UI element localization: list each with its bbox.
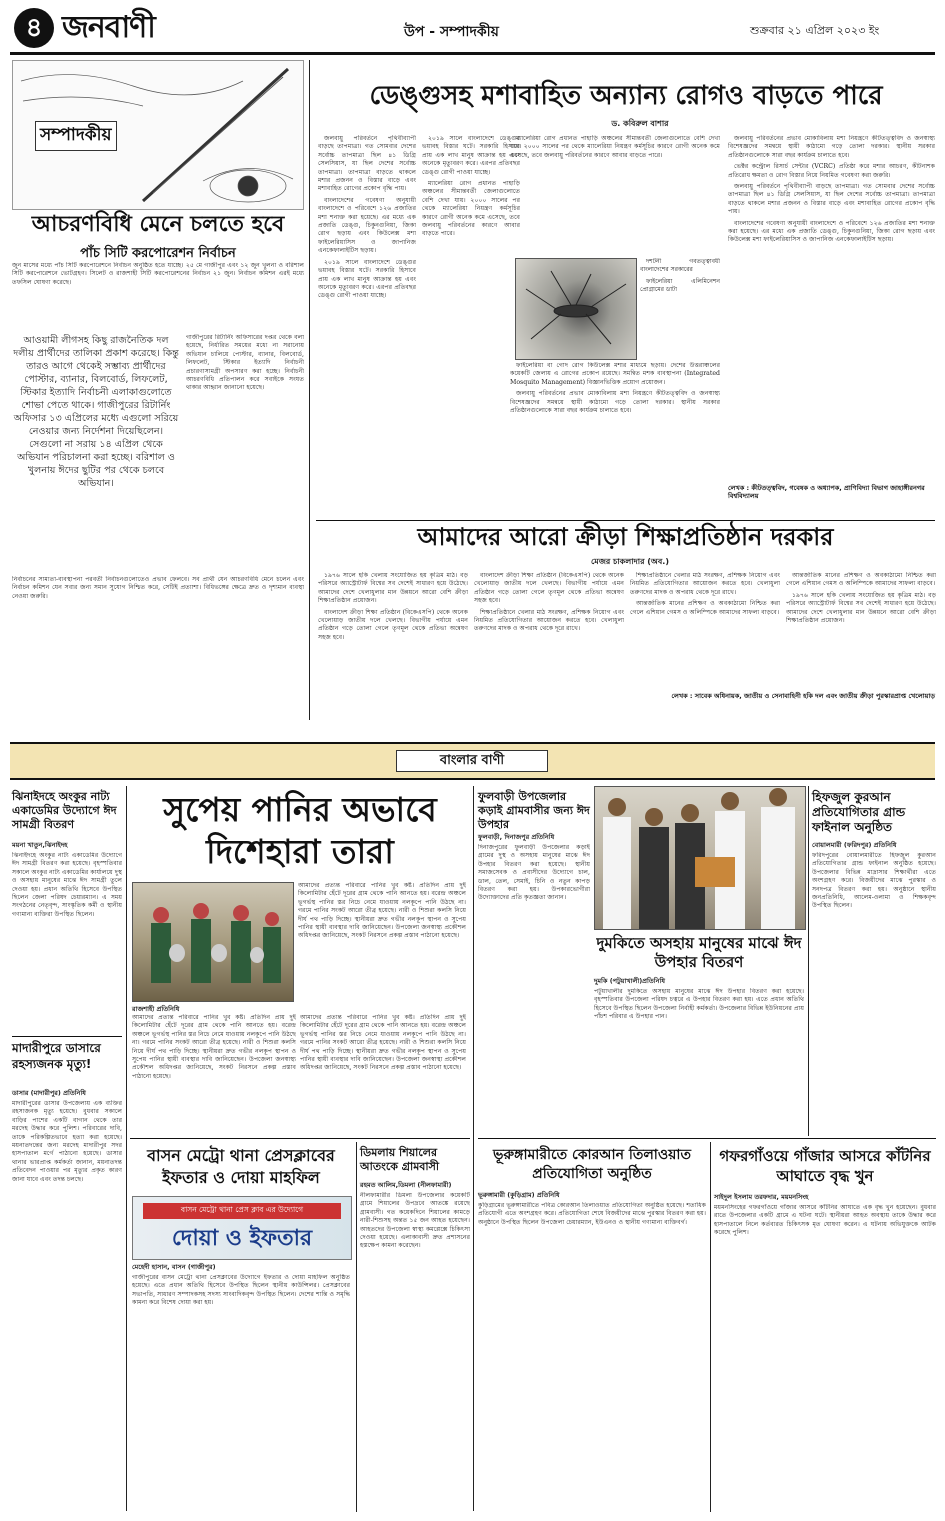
water-body-col3: আমাদের প্রত্যন্ত পরিবারে পানির খুব কষ্ট। প্রতিদিন প্রায় দুই কিলোমিটার হেঁটে দূরের গ্রাম থেকে পানি আনতে হয়। বরেন্দ্র অঞ্চলে ভূগর্ভস্থ পানির স্তর নিচে নেমে যাওয়ায় নলকূপে পানি উঠছে না। গরমে পানির সংকট আরো তীব্র হয়েছে। নারী ও শিশুরা কলসি নিয়ে দীর্ঘ পথ পাড়ি দিচ্ছে। স্থানীয়রা দ্রুত গভীর নলকূপ স্থাপন ও সুপেয় পানির স্থায়ী ব্যবস্থার দাবি জানিয়েছেন। উপজেলা জনস্বাস্থ্য প্রকৌশল অধিদপ্তর জানিয়েছে, সংকট নিরসনে প্রকল্প প্রস্তাব পাঠানো হয়েছে। <box>300 1014 466 1072</box>
phulbari-title: ফুলবাড়ী উপজেলার কড়াই গ্রামবাসীর জন্য ঈদ উপহার <box>478 790 590 831</box>
mosquito-photo <box>515 258 637 360</box>
dimla-body: নীলফামারীর ডিমলা উপজেলার কয়েকটি গ্রামে শিয়ালের উপদ্রবে আতঙ্কে রয়েছে গ্রামবাসী। গত কয়েকদিনে শিয়ালের কামড়ে নারী-শিশুসহ অন্তত ১৫ জন আহত হয়েছেন। আহতদের উপজেলা স্বাস্থ্য কমপ্লেক্সে চিকিৎসা দেওয়া হয়েছে। এলাকাবাসী দ্রুত প্রশাসনের হস্তক্ষেপ কামনা করেছেন। <box>360 1192 470 1250</box>
lead-article-col3-bottom: ফাইলেরিয়া বা গোদ রোগ কিউলেক্স মশার মাধ্যমে ছড়ায়। দেশের উত্তরাঞ্চলের কয়েকটি জেলায় এ রোগের প্রকোপ রয়েছে। সমন্বিত মশক ব্যবস্থাপনা (Integrated Mosquito Management) বিজ্ঞানভিত্তিক প্রয়োগ প্রয়োজন। জলবায়ু পরিবর্তনের প্রভাব মোকাবিলায় মশা নিয়ন্ত্রণে কীটতত্ত্ববিদ ও জনস্বাস্থ্য বিশেষজ্ঞদের সমন্বয়ে স্থায়ী কাঠামো গড়ে তোলা দরকার। স্থানীয় সরকার প্রতিষ্ঠানগুলোকে সারা বছর কার্যক্রম চালাতে হবে। <box>510 362 720 415</box>
section-banner-label: বাংলার বাণী <box>396 750 548 772</box>
lead-article-author-note: লেখক : কীটতত্ত্ববিদ, গবেষক ও অধ্যাপক, প্রাণিবিদ্যা বিভাগ জাহাঙ্গীরনগর বিশ্ববিদ্যালয় <box>728 484 925 500</box>
basan-title-line1: বাসন মেট্রো থানা প্রেসক্লাবের <box>147 1146 335 1165</box>
women-with-pots-illustration <box>133 883 293 1001</box>
mosquito-photo-caption: দশটনী গবতত্ত্বাবধী বাংলাদেশের সরকারের ফাইলেরিয়া এলিমিনেশন প্রোগ্রামের ডাটা <box>640 258 720 294</box>
sports-col2: বাংলাদেশ ক্রীড়া শিক্ষা প্রতিষ্ঠান (বিকেএসপি) থেকে অনেক খেলোয়াড় জাতীয় দলে খেলছে। বিভাগীয় পর্যায়ে এমন প্রতিষ্ঠান গড়ে তোলা গেলে তৃণমূল থেকে প্রতিভা অন্বেষণ সহজ হবে। শিক্ষাপ্রতিষ্ঠানে খেলার মাঠ সংরক্ষণ, প্রশিক্ষক নিয়োগ এবং নিয়মিত প্রতিযোগিতার আয়োজন করতে হবে। খেলাধুলা তরুণদের মাদক ও অপরাধ থেকে দূরে রাখে। <box>474 572 624 633</box>
water-body-col1: আমাদের প্রত্যন্ত পরিবারে পানির খুব কষ্ট। প্রতিদিন প্রায় দুই কিলোমিটার হেঁটে দূরের গ্রাম থেকে পানি আনতে হয়। বরেন্দ্র অঞ্চলে ভূগর্ভস্থ পানির স্তর নিচে নেমে যাওয়ায় নলকূপে পানি উঠছে না। গরমে পানির সংকট আরো তীব্র হয়েছে। নারী ও শিশুরা কলসি নিয়ে দীর্ঘ পথ পাড়ি দিচ্ছে। স্থানীয়রা দ্রুত গভীর নলকূপ স্থাপন ও সুপেয় পানির স্থায়ী ব্যবস্থার দাবি জানিয়েছেন। উপজেলা জনস্বাস্থ্য প্রকৌশল অধিদপ্তর জানিয়েছে, সংকট নিরসনে প্রকল্প প্রস্তাব পাঠানো হয়েছে। <box>298 882 466 940</box>
jhenaidah-title: ঝিনাইদহে অংকুর নাট্য একাডেমির উদ্যোগে ঈদ সামগ্রী বিতরণ <box>12 790 117 831</box>
editorial-pull-quote: আওয়ামী লীগসহ কিছু রাজনৈতিক দল দলীয় প্রার্থীদের তালিকা প্রকাশ করেছে। কিন্তু তারও আগে থেকেই সম্ভাব্য প্রার্থীদের পোস্টার, ব্যানার, বিলবোর্ড, লিফলেট, স্টিকার ইত্যাদি নির্বাচনী এলাকাগুলোতে শোভা পেতে থাকে। গাজীপুরের রিটার্নিং অফিসার ১৩ এপ্রিলের মধ্যে এগুলো সরিয়ে নেওয়ার জন্য নির্দেশনা দিয়েছিলেন। সেগুলো না সরায় ১৪ এপ্রিল থেকে অভিযান পরিচালনা করা হচ্ছে। বরিশাল ও খুলনায় ঈদের ছুটির পর থেকে চলবে অভিযান। <box>13 335 179 489</box>
masthead-rule <box>10 52 935 55</box>
water-photo <box>132 882 294 1002</box>
people-gift-illustration <box>595 787 805 929</box>
bhurungamari-title: ভূরুঙ্গামারীতে কোরআন তিলাওয়াত প্রতিযোগিতা অনুষ্ঠিত <box>493 1147 691 1182</box>
hifzul-title: হিফজুল কুরআন প্রতিযোগিতার গ্রান্ড ফাইনাল অনুষ্ঠিত <box>812 790 906 834</box>
sports-article-author: মেজর চাকলাদার (অব.) <box>591 557 669 566</box>
sports-col1: ১৯৭৬ সালে হকি খেলায় সংযোজিত হয় কৃত্রিম মাঠ। বড় পরিসরে অ্যাস্ট্রোটার্ফ বিশ্বের সব দেশেই সাধারণ হয়ে উঠেছে। আমাদের দেশে খেলাধুলার মান উন্নয়নে আরো বেশি ক্রীড়া শিক্ষাপ্রতিষ্ঠান প্রয়োজন। বাংলাদেশ ক্রীড়া শিক্ষা প্রতিষ্ঠান (বিকেএসপি) থেকে অনেক খেলোয়াড় জাতীয় দলে খেলছে। বিভাগীয় পর্যায়ে এমন প্রতিষ্ঠান গড়ে তোলা গেলে তৃণমূল থেকে প্রতিভা অন্বেষণ সহজ হবে। <box>318 572 468 641</box>
col3-vrule <box>808 786 809 1136</box>
editorial-bottom: নির্বাচনের সাম্যতা-ব্যবস্থাপনা পরবর্তী নির্বাচনগুলোতেও প্রভাব ফেলবে। সব প্রার্থী যেন আচরণবিধি মেনে চলেন এবং নির্বাচন কমিশন যেন সবার জন্য সমান সুযোগ নিশ্চিত করে, সেটিই প্রত্যাশা। বিধিভঙ্গের ক্ষেত্রে দ্রুত ও দৃশ্যমান ব্যবস্থা নেওয়া জরুরি। <box>12 576 304 600</box>
sports-col3: শিক্ষাপ্রতিষ্ঠানে খেলার মাঠ সংরক্ষণ, প্রশিক্ষক নিয়োগ এবং নিয়মিত প্রতিযোগিতার আয়োজন করতে হবে। খেলাধুলা তরুণদের মাদক ও অপরাধ থেকে দূরে রাখে। আন্তর্জাতিক মানের প্রশিক্ষণ ও অবকাঠামো নিশ্চিত করা গেলে এশিয়ান গেমস ও অলিম্পিকে আমাদের সাফল্য বাড়বে। <box>630 572 780 616</box>
water-title-line2: দিশেহারা তারা <box>206 832 394 871</box>
editorial-side-column: গাজীপুরের রিটার্নিং অফিসারের দপ্তর থেকে বলা হয়েছে, নির্ধারিত সময়ের মধ্যে না সরানোয় অভিযান চালিয়ে পোস্টার, ব্যানার, বিলবোর্ড, লিফলেট, স্টিকার ইত্যাদি নির্বাচনী প্রচারণাসামগ্রী অপসারণ করা হচ্ছে। নির্বাচনী আচরণবিধি প্রতিপালন করে সবাইকে সংযত থাকার আহ্বান জানানো হয়েছে। <box>186 334 304 392</box>
phulbari-body: দিনাজপুরের ফুলবাড়ী উপজেলার কড়াই গ্রামের দুস্থ ও অসহায় মানুষের মাঝে ঈদ উপহার বিতরণ করা হয়েছে। স্থানীয় সমাজসেবক ও প্রবাসীদের উদ্যোগে চাল, ডাল, তেল, সেমাই, চিনি ও নতুন কাপড় বিতরণ করা হয়। উপকারভোগীরা উদ্যোক্তাদের প্রতি কৃতজ্ঞতা জানান। <box>478 844 590 902</box>
lead-article-author: ড. কবিরুল বাশার <box>611 119 669 128</box>
dumki-title: দুমকিতে অসহায় মানুষের মাঝে ঈদ উপহার বিতরণ <box>596 934 802 971</box>
jhenaidah-body: ঝিনাইদহে অংকুর নাট্য একাডেমির উদ্যোগে ঈদ সামগ্রী বিতরণ করা হয়েছে। বৃহস্পতিবার সকালে অংকুর নাট্য একাডেমির কার্যালয়ে দুস্থ ও অসহায় মানুষের মাঝে ঈদ সামগ্রী তুলে দেওয়া হয়। প্রধান অতিথি হিসেবে উপস্থিত ছিলেন জেলা পরিষদ চেয়ারম্যান। এ সময় সংগঠনের নেতৃবৃন্দ, সাংস্কৃতিক কর্মী ও স্থানীয় গণ্যমান্য ব্যক্তিরা উপস্থিত ছিলেন। <box>12 852 122 918</box>
col2-vrule <box>473 786 474 1511</box>
editorial-title: আচরণবিধি মেনে চলতে হবে <box>31 212 285 237</box>
editorial-illustration <box>12 60 304 210</box>
dimla-byline: রহমত আলিম,ডিমলা (নীলফামারী) <box>360 1181 452 1189</box>
madaripur-title: মাদারীপুরে ডাসারে রহস্যজনক মৃত্যু! <box>12 1041 101 1071</box>
gafargaon-body: ময়মনসিংহের গফরগাঁওয়ে গাঁজার আসরে কাঁটনির আঘাতে এক বৃদ্ধ খুন হয়েছেন। বুধবার রাতে উপজেলার একটি গ্রামে এ ঘটনা ঘটে। স্থানীয়রা আহত অবস্থায় তাকে উদ্ধার করে হাসপাতালে নিলে কর্তব্যরত চিকিৎসক মৃত ঘোষণা করেন। এ ঘটনায় অভিযুক্তকে আটক করেছে পুলিশ। <box>714 1204 936 1237</box>
bhurungamari-body: কুড়িগ্রামের ভূরুঙ্গামারীতে পবিত্র কোরআন তিলাওয়াত প্রতিযোগিতা অনুষ্ঠিত হয়েছে। শতাধিক প্রতিযোগী এতে অংশগ্রহণ করে। প্রতিযোগিতা শেষে বিজয়ীদের মাঝে পুরস্কার বিতরণ করা হয়। অনুষ্ঠানে উপস্থিত ছিলেন উপজেলা চেয়ারম্যান, ইউএনও ও স্থানীয় গণ্যমান্য ব্যক্তিবর্গ। <box>478 1202 706 1226</box>
editorial-label: সম্পাদকীয় <box>35 121 117 151</box>
gafargaon-byline: সাইদুল ইসলাম তরফদার, ময়মনসিংহ <box>714 1193 809 1201</box>
lead-article-col3: ম্যালেরিয়া রোগ প্রধানত পাহাড়ি অঞ্চলের সীমান্তবর্তী জেলাগুলোতে বেশি দেখা যায়। ২০০০ সালের পর থেকে ম্যালেরিয়া নিয়ন্ত্রণ কর্মসূচির কারণে রোগী অনেক কমে এসেছে, তবে জলবায়ু পরিবর্তনের কারণে আবার বাড়তে পারে। <box>510 135 720 159</box>
water-body-col2: আমাদের প্রত্যন্ত পরিবারে পানির খুব কষ্ট। প্রতিদিন প্রায় দুই কিলোমিটার হেঁটে দূরের গ্রাম থেকে পানি আনতে হয়। বরেন্দ্র অঞ্চলে ভূগর্ভস্থ পানির স্তর নিচে নেমে যাওয়ায় নলকূপে পানি উঠছে না। গরমে পানির সংকট আরো তীব্র হয়েছে। নারী ও শিশুরা কলসি নিয়ে দীর্ঘ পথ পাড়ি দিচ্ছে। স্থানীয়রা দ্রুত গভীর নলকূপ স্থাপন ও সুপেয় পানির স্থায়ী ব্যবস্থার দাবি জানিয়েছেন। উপজেলা জনস্বাস্থ্য প্রকৌশল অধিদপ্তর জানিয়েছে, সংকট নিরসনে প্রকল্প প্রস্তাব পাঠানো হয়েছে। <box>132 1014 296 1080</box>
editorial-divider <box>309 60 310 720</box>
basan-banner-text: বাসন মেট্রো থানা প্রেস ক্লাব এর উদ্যোগে <box>143 1203 341 1219</box>
basan-banner-big: দোয়া ও ইফতার <box>171 1226 313 1251</box>
editorial-subtitle: পাঁচ সিটি করপোরেশন নির্বাচন <box>80 246 236 261</box>
mosquito-icon <box>516 259 636 359</box>
phulbari-byline: ফুলবাড়ী, দিনাজপুর প্রতিনিধি <box>478 833 555 841</box>
gafargaon-title: গফরগাঁওয়ে গাঁজার আসরে কাঁটনির আঘাতে বৃদ্ধ খুন <box>719 1147 931 1185</box>
jhenaidah-byline: ময়না খাতুন,ঝিনাইদহ <box>12 841 68 849</box>
basan-title-line2: ইফতার ও দোয়া মাহফিল <box>162 1168 320 1187</box>
basan-vrule <box>356 1142 357 1512</box>
water-divider <box>130 1138 470 1139</box>
water-title-line1: সুপেয় পানির অভাবে <box>163 790 437 829</box>
dimla-title: ডিমলায় শিয়ালের আতংকে গ্রামবাসী <box>360 1146 440 1173</box>
sports-top-rule <box>316 520 935 521</box>
basan-body: গাজীপুরের বাসন মেট্রো থানা প্রেসক্লাবের উদ্যোগে ইফতার ও দোয়া মাহফিল অনুষ্ঠিত হয়েছে। এতে প্রধান অতিথি হিসেবে উপস্থিত ছিলেন স্থানীয় কাউন্সিলর। প্রেসক্লাবের সভাপতি, সাধারণ সম্পাদকসহ সদস্য সাংবাদিকবৃন্দ উপস্থিত ছিলেন। দেশের শান্তি ও সমৃদ্ধি কামনা করে বিশেষ দোয়া করা হয়। <box>132 1274 350 1307</box>
basan-byline: মেহেদী হাসান, বাসন (গাজীপুর) <box>132 1263 216 1271</box>
hifzul-byline: বোয়ালমারী (ফরিদপুর) প্রতিনিধি <box>812 841 897 849</box>
sports-col4: আন্তর্জাতিক মানের প্রশিক্ষণ ও অবকাঠামো নিশ্চিত করা গেলে এশিয়ান গেমস ও অলিম্পিকে আমাদের সাফল্য বাড়বে। ১৯৭৬ সালে হকি খেলায় সংযোজিত হয় কৃত্রিম মাঠ। বড় পরিসরে অ্যাস্ট্রোটার্ফ বিশ্বের সব দেশেই সাধারণ হয়ে উঠেছে। আমাদের দেশে খেলাধুলার মান উন্নয়নে আরো বেশি ক্রীড়া শিক্ষাপ্রতিষ্ঠান প্রয়োজন। <box>786 572 936 625</box>
water-photo-caption: রাজশাহী প্রতিনিধি <box>132 1005 180 1013</box>
page-number-badge: ৪ <box>14 8 54 48</box>
masthead <box>14 8 934 48</box>
madaripur-byline: ডাসার (মাদারীপুর) প্রতিনিধি <box>12 1089 86 1097</box>
editorial-intro: জুন মাসের মধ্যে পাঁচ সিটি করপোরেশনে নির্বাচন অনুষ্ঠিত হতে যাচ্ছে। ২৫ মে গাজীপুর এবং ১২ জুন খুলনা ও বরিশাল সিটি করপোরেশনে ভোটগ্রহণ। সিলেট ও রাজশাহী সিটি করপোরেশনের নির্বাচন ২১ জুন। নির্বাচন কমিশন এরই মধ্যে তফসিল ঘোষণা করেছে। <box>12 262 304 286</box>
madaripur-body: মাদারীপুরের ডাসার উপজেলায় এক ব্যক্তির রহস্যজনক মৃত্যু হয়েছে। বুধবার সকালে বাড়ির পাশের একটি বাগান থেকে তার মরদেহ উদ্ধার করে পুলিশ। পরিবারের দাবি, তাকে পরিকল্পিতভাবে হত্যা করা হয়েছে। ময়নাতদন্তের জন্য মরদেহ মাদারীপুর সদর হাসপাতাল মর্গে পাঠানো হয়েছে। ডাসার থানার ভারপ্রাপ্ত কর্মকর্তা জানান, ময়নাতদন্ত প্রতিবেদন পাওয়ার পর মৃত্যুর প্রকৃত কারণ জানা যাবে এবং তদন্ত চলছে। <box>12 1100 122 1183</box>
section-banner <box>10 742 935 780</box>
dumki-byline: দুমকি (পটুয়াখালী)প্রতিনিধি <box>594 977 665 985</box>
paper-logo: জনবাণী <box>62 10 155 45</box>
bhurungamari-byline: ভূরুঙ্গামারী (কুড়িগ্রাম) প্রতিনিধি <box>478 1191 560 1199</box>
issue-date: শুক্রবার ২১ এপ্রিল ২০২৩ ইং <box>750 24 880 37</box>
col4-vrule <box>710 1142 711 1512</box>
lead-article-col2: ২০১৯ সালে বাংলাদেশে ডেঙ্গুর ভয়াবহ বিস্তার ঘটে। সরকারি হিসাবে প্রায় এক লাখ মানুষ আক্রান্ত হয় এবং অনেকে মৃত্যুবরণ করে। এরপর প্রতিবছর ডেঙ্গু রোগী পাওয়া যাচ্ছে। ম্যালেরিয়া রোগ প্রধানত পাহাড়ি অঞ্চলের সীমান্তবর্তী জেলাগুলোতে বেশি দেখা যায়। ২০০০ সালের পর থেকে ম্যালেরিয়া নিয়ন্ত্রণ কর্মসূচির কারণে রোগী অনেক কমে এসেছে, তবে জলবায়ু পরিবর্তনের কারণে আবার বাড়তে পারে। <box>422 135 520 238</box>
section-name: উপ - সম্পাদকীয় <box>404 24 499 40</box>
gift-distribution-photo <box>594 786 806 930</box>
hifzul-body: ফরিদপুরের বোয়ালমারীতে হিফজুল কুরআন প্রতিযোগিতার গ্রান্ড ফাইনাল অনুষ্ঠিত হয়েছে। উপজেলার বিভিন্ন মাদ্রাসার শিক্ষার্থীরা এতে অংশগ্রহণ করে। বিজয়ীদের মাঝে পুরস্কার ও সনদপত্র বিতরণ করা হয়। অনুষ্ঠানে স্থানীয় জনপ্রতিনিধি, আলেম-ওলামা ও শিক্ষকবৃন্দ উপস্থিত ছিলেন। <box>812 852 936 910</box>
lead-article-col4: জলবায়ু পরিবর্তনের প্রভাব মোকাবিলায় মশা নিয়ন্ত্রণে কীটতত্ত্ববিদ ও জনস্বাস্থ্য বিশেষজ্ঞদের সমন্বয়ে স্থায়ী কাঠামো গড়ে তোলা দরকার। স্থানীয় সরকার প্রতিষ্ঠানগুলোকে সারা বছর কার্যক্রম চালাতে হবে। ভেক্টর কন্ট্রোল রিসার্চ সেন্টার (VCRC) প্রতিষ্ঠা করে মশার আচরণ, কীটনাশক প্রতিরোধ ক্ষমতা ও রোগ বিস্তার নিয়ে নিয়মিত গবেষণা করা জরুরি। জলবায়ু পরিবর্তনে পৃথিবীব্যাপী বাড়ছে তাপমাত্রা। গত সোমবার দেশের সর্বোচ্চ তাপমাত্রা ছিল ৪১ ডিগ্রি সেলসিয়াস, যা ছিল দেশের সর্বোচ্চ তাপমাত্রা। তাপমাত্রা বাড়তে থাকলে মশার প্রজনন ও বিস্তার বাড়ে এবং মশাবাহিত রোগের প্রকোপ বৃদ্ধি পায়। বাংলাদেশের গবেষণা অনুযায়ী বাংলাদেশে ও পরিবেশে ১২৬ প্রজাতির মশা শনাক্ত করা হয়েছে। এর মধ্যে এক প্রজাতি ডেঙ্গু, চিকুনগুনিয়া, জিকা রোগ ছড়ায় এবং কিউলেক্স মশা ফাইলেরিয়াসিস ও জাপানিজ এনকেফালাইটিস ছড়ায়। <box>728 135 935 244</box>
dumki-body: পটুয়াখালীর দুমকিতে অসহায় মানুষের মাঝে ঈদ উপহার বিতরণ করা হয়েছে। বৃহস্পতিবার উপজেলা পরিষদ চত্বরে এ উপহার বিতরণ করা হয়। এতে প্রধান অতিথি হিসেবে উপস্থিত ছিলেন উপজেলা নির্বাহী কর্মকর্তা। উপজেলার বিভিন্ন ইউনিয়নের প্রায় পাঁচশ পরিবার এ উপহার পান। <box>594 988 804 1021</box>
lead-article-title: ডেঙ্গুসহ মশাবাহিত অন্যান্য রোগও বাড়তে পারে <box>369 81 883 111</box>
sports-article-title: আমাদের আরো ক্রীড়া শিক্ষাপ্রতিষ্ঠান দরকার <box>417 523 834 551</box>
col1-vrule <box>126 786 127 1511</box>
sports-author-note: লেখক : সাবেক অধিনায়ক, জাতীয় ও সেনাবাহিনী হকি দল এবং জাতীয় ক্রীড়া পুরস্কারপ্রাপ্ত খেলোয়াড় <box>671 692 935 700</box>
basan-banner-photo <box>132 1196 352 1260</box>
lead-article-col1: জলবায়ু পরিবর্তনে পৃথিবীব্যাপী বাড়ছে তাপমাত্রা। গত সোমবার দেশের সর্বোচ্চ তাপমাত্রা ছিল ৪১ ডিগ্রি সেলসিয়াস, যা ছিল দেশের সর্বোচ্চ তাপমাত্রা। তাপমাত্রা বাড়তে থাকলে মশার প্রজনন ও বিস্তার বাড়ে এবং মশাবাহিত রোগের প্রকোপ বৃদ্ধি পায়। বাংলাদেশের গবেষণা অনুযায়ী বাংলাদেশে ও পরিবেশে ১২৬ প্রজাতির মশা শনাক্ত করা হয়েছে। এর মধ্যে এক প্রজাতি ডেঙ্গু, চিকুনগুনিয়া, জিকা রোগ ছড়ায় এবং কিউলেক্স মশা ফাইলেরিয়াসিস ও জাপানিজ এনকেফালাইটিস ছড়ায়। ২০১৯ সালে বাংলাদেশে ডেঙ্গুর ভয়াবহ বিস্তার ঘটে। সরকারি হিসাবে প্রায় এক লাখ মানুষ আক্রান্ত হয় এবং অনেকে মৃত্যুবরণ করে। এরপর প্রতিবছর ডেঙ্গু রোগী পাওয়া যাচ্ছে। <box>318 135 416 300</box>
col1-divider <box>12 1036 122 1037</box>
lower-right-divider <box>478 1138 936 1139</box>
